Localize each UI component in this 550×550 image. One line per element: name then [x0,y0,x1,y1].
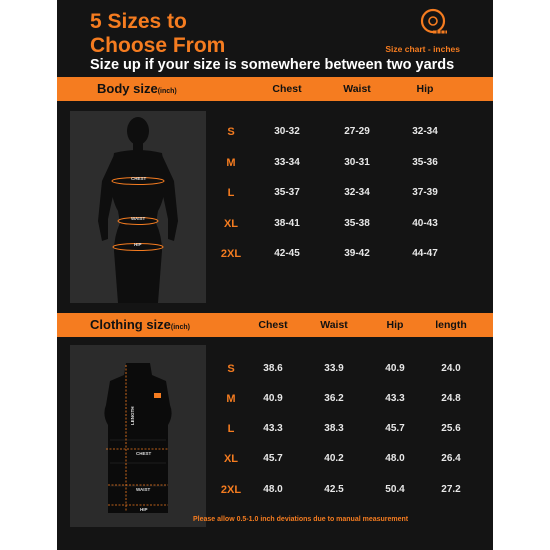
clothing-table-cell: 27.2 [441,484,461,495]
clothing-table-cell: 40.2 [324,453,344,464]
body-figure-image [70,111,206,303]
vest-chest-label: CHEST [136,451,152,456]
clothing-table-cell: 48.0 [263,484,283,495]
hip-label: HIP [134,242,142,247]
clothing-table-cell: 26.4 [441,453,461,464]
clothing-size-label: S [227,363,235,375]
clothing-col-hip: Hip [386,319,404,331]
clothing-table-cell: 42.5 [324,484,344,495]
body-table-cell: 44-47 [412,248,438,259]
chest-label: CHEST [131,176,147,181]
body-table-cell: 35-37 [274,187,300,198]
vest-waist-label: WAIST [136,487,151,492]
title-line-1: 5 Sizes to [90,10,187,33]
clothing-table-cell: 45.7 [263,453,283,464]
clothing-col-waist: Waist [320,319,348,331]
footnote: Please allow 0.5-1.0 inch deviations due to manual measurement [193,516,409,523]
body-size-label: 2XL [220,248,242,260]
clothing-table-cell: 43.3 [263,423,283,434]
clothing-table-cell: 45.7 [385,423,405,434]
clothing-table-cell: 33.9 [324,363,344,374]
body-table-cell: 39-42 [344,248,370,259]
body-col-chest: Chest [272,83,302,95]
waist-label: WAIST [131,216,146,221]
clothing-size-title-text: Clothing size [90,317,171,332]
body-table-cell: 38-41 [274,218,300,229]
body-size-header-bar [57,77,493,101]
measuring-tape-icon [420,8,448,36]
clothing-col-chest: Chest [258,319,288,331]
body-size-title-unit: (inch) [157,88,177,95]
clothing-table-cell: 38.3 [324,423,344,434]
body-table-cell: 35-36 [412,157,438,168]
title-line-2: Choose From [90,34,226,57]
body-table-cell: 40-43 [412,218,438,229]
body-table-cell: 42-45 [274,248,300,259]
vest-figure-image [70,345,206,527]
clothing-table-cell: 38.6 [263,363,283,374]
clothing-size-title [90,317,190,332]
body-size-title [97,81,177,96]
body-table-cell: 33-34 [274,157,300,168]
clothing-table-cell: 25.6 [441,423,461,434]
vest-illustration [70,345,206,527]
clothing-table-cell: 48.0 [385,453,405,464]
subtitle: Size up if your size is somewhere between two yards [90,57,455,73]
body-size-label: S [227,126,235,138]
body-table-cell: 27-29 [344,126,370,137]
body-table-cell: 32-34 [412,126,438,137]
clothing-table-cell: 36.2 [324,393,344,404]
body-table-cell: 30-31 [344,157,370,168]
body-table-cell: 37-39 [412,187,438,198]
body-table-cell: 32-34 [344,187,370,198]
clothing-size-title-unit: (inch) [170,324,190,331]
unit-note: Size chart - inches [385,44,460,54]
body-table-cell: 35-38 [344,218,370,229]
body-size-label: XL [223,218,239,230]
length-label: LENGTH [130,406,135,425]
clothing-col-length: length [435,319,467,331]
clothing-table-cell: 24.0 [441,363,461,374]
body-col-hip: Hip [416,83,434,95]
clothing-size-label: L [227,423,235,435]
clothing-table-cell: 43.3 [385,393,405,404]
body-table-cell: 30-32 [274,126,300,137]
clothing-size-header-bar [57,313,493,337]
body-size-label: M [226,157,236,169]
body-col-waist: Waist [343,83,371,95]
vest-hip-label: HIP [140,507,148,512]
clothing-table-cell: 40.9 [263,393,283,404]
clothing-table-cell: 50.4 [385,484,405,495]
body-size-label: L [227,187,235,199]
clothing-size-label: M [226,393,236,405]
woman-silhouette-illustration [70,111,206,303]
clothing-table-cell: 40.9 [385,363,405,374]
size-chart-panel [57,0,493,550]
clothing-table-cell: 24.8 [441,393,461,404]
body-size-title-text: Body size [97,81,158,96]
clothing-size-label: XL [223,453,239,465]
clothing-size-label: 2XL [220,484,242,496]
